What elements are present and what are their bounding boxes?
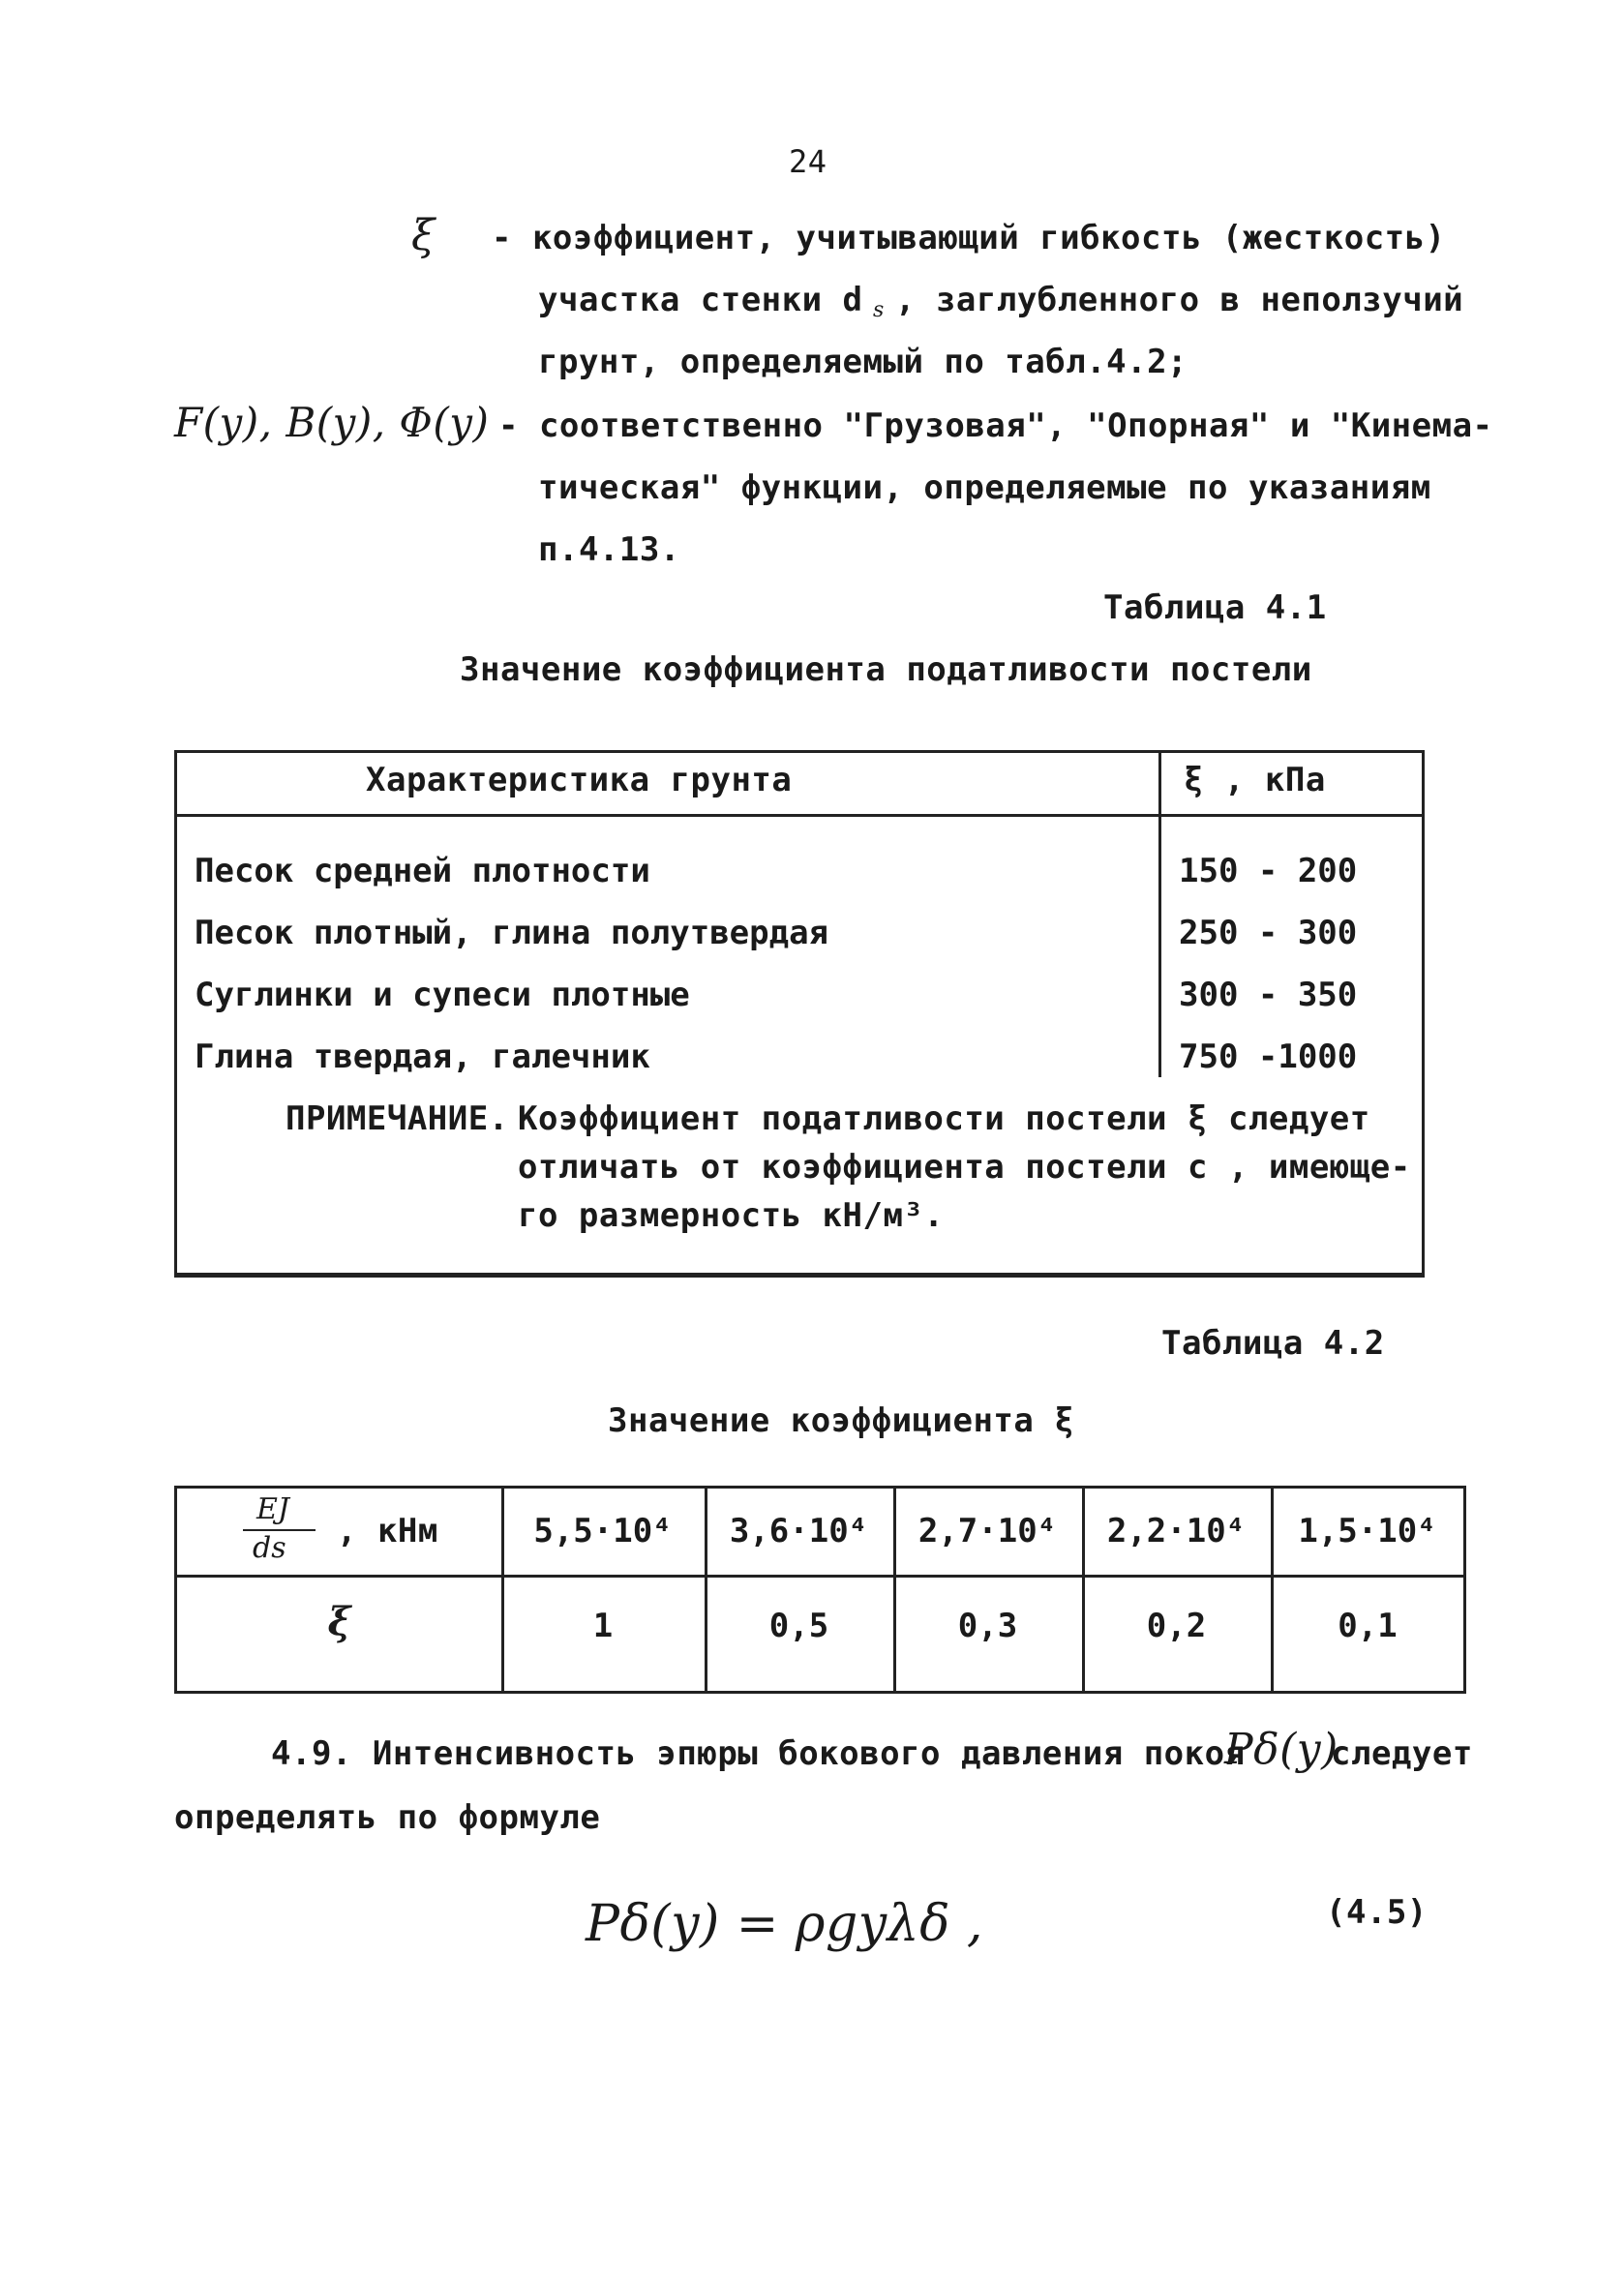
table-row-value: 750 -1000 [1179,1038,1358,1076]
table-4-1 [174,750,1425,1278]
column-header: ξ , кПа [1184,761,1326,799]
formula: Pδ(y) = ρgyλδ , [586,1895,983,1953]
table-row-soil: Глина твердая, галечник [195,1038,650,1076]
table-row-value: 250 - 300 [1179,914,1358,952]
definition-line: , заглубленного в неползучий [895,281,1464,319]
table-cell: 0,1 [1338,1607,1398,1645]
table-row-value: 300 - 350 [1179,976,1358,1014]
header-divider [177,814,1422,817]
definition-line: - соответственно "Грузовая", "Опорная" и "Кинема- [498,406,1493,445]
function-symbols: F(y), B(y), Φ(y) [174,399,490,446]
note-line: го размерность кН/м³. [518,1196,945,1235]
paragraph-line: определять по формуле [174,1798,601,1837]
page-number: 24 [789,143,827,180]
table-row-value: 150 - 200 [1179,852,1358,890]
definition-line: грунт, определяемый по табл.4.2; [538,343,1188,381]
fraction-numerator: EJ [256,1492,289,1526]
table-cell: 0,3 [957,1607,1018,1645]
table-row-soil: Песок средней плотности [195,852,650,890]
definition-line: - коэффициент, учитывающий гибкость (жесткость) [492,219,1446,257]
column-divider [1158,753,1161,1077]
note-label: ПРИМЕЧАНИЕ. [286,1099,509,1138]
column-header: 2,2·10⁴ [1106,1512,1247,1550]
column-header: 1,5·10⁴ [1298,1512,1437,1550]
column-header: 5,5·10⁴ [533,1512,673,1550]
xi-symbol: ξ [327,1599,351,1644]
definition-line: п.4.13. [538,530,680,569]
table-title: Значение коэффициента податливости постели [460,650,1312,689]
table-label: Таблица 4.2 [1161,1324,1385,1363]
note-line: Коэффициент податливости постели ξ следует [518,1099,1370,1138]
column-header: 3,6·10⁴ [729,1512,869,1550]
table-row-soil: Песок плотный, глина полутвердая [195,914,829,952]
paragraph-line: следует [1331,1734,1473,1773]
fraction-denominator: ds [253,1531,286,1565]
definition-line: участка стенки d [538,281,863,319]
formula-number: (4.5) [1326,1893,1428,1932]
table-cell: 0,2 [1146,1607,1207,1645]
paragraph-line: 4.9. Интенсивность эпюры бокового давления покоя [271,1734,1246,1773]
subscript-s: s [873,298,885,322]
unit-label: , кНм [337,1512,438,1550]
table-title: Значение коэффициента ξ [608,1401,1075,1440]
table-4-2 [174,1486,1466,1694]
table-label: Таблица 4.1 [1103,588,1327,627]
column-header: 2,7·10⁴ [917,1512,1058,1550]
note-line: отличать от коэффициента постели c , имеюще- [518,1148,1411,1187]
definition-line: тическая" функции, определяемые по указаниям [538,468,1431,507]
table-cell: 0,5 [768,1607,829,1645]
table-cell: 1 [592,1607,614,1645]
pressure-symbol: Pδ(y) [1224,1725,1338,1774]
xi-symbol: ξ [411,211,436,260]
table-row-soil: Суглинки и супеси плотные [195,976,690,1014]
column-header: Характеристика грунта [366,761,793,799]
